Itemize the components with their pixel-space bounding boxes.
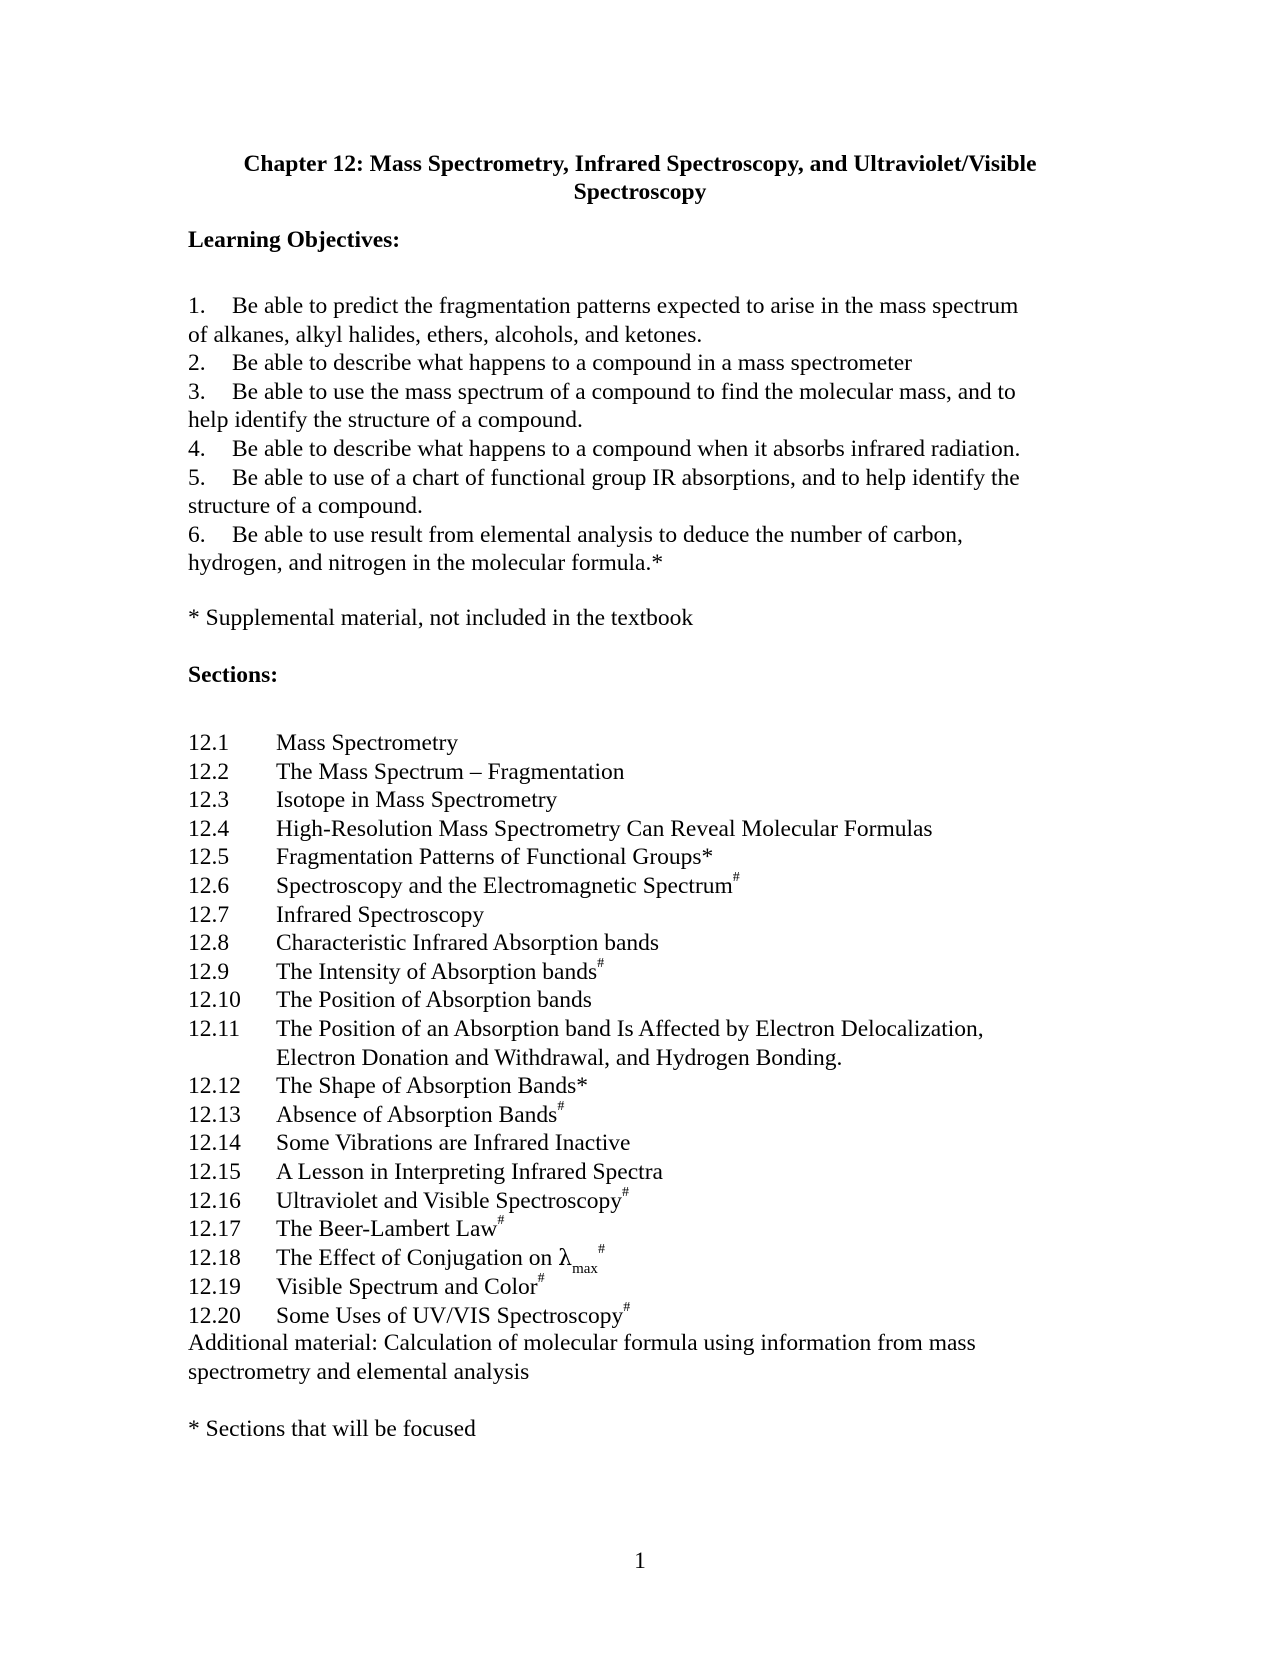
section-row [188,1302,1088,1331]
section-mark: # [623,1300,631,1316]
chapter-title [180,150,1100,206]
learning-objectives-heading: Learning Objectives: [188,227,401,253]
objective-item [188,521,1088,578]
section-number: 12.4 [188,815,230,842]
section-mark: # [597,1241,605,1257]
section-row [188,786,1088,815]
section-title: Infrared Spectroscopy [276,901,485,928]
sections-heading: Sections: [188,662,279,688]
objective-item [188,292,1088,349]
section-title: A Lesson in Interpreting Infrared Spectra [276,1158,663,1185]
section-row [188,1015,1088,1072]
section-number: 12.3 [188,787,230,814]
sections-list [188,729,1088,1330]
section-number: 12.8 [188,930,230,957]
section-row [188,758,1088,787]
section-number: 12.13 [188,1101,241,1128]
objective-text: Be able to use of a chart of functional group IR absorptions, and to help identify the [232,464,1020,491]
objective-item [188,349,1088,378]
section-number: 12.18 [188,1244,241,1271]
section-row [188,1098,1088,1130]
section-title: The Beer-Lambert Law [276,1216,498,1243]
section-number: 12.2 [188,758,230,785]
section-mark: # [732,870,740,886]
page-number: 1 [634,1548,646,1574]
objective-text: Be able to use result from elemental analysis to deduce the number of carbon, [232,521,963,548]
section-title: Characteristic Infrared Absorption bands [276,930,660,957]
objective-number: 1. [188,293,206,319]
section-row [188,843,1088,872]
objective-item [188,378,1088,435]
focus-note: * Sections that will be focused [188,1416,476,1442]
section-title: The Position of Absorption bands [276,987,592,1014]
section-title: The Intensity of Absorption bands [276,958,598,985]
objective-number: 3. [188,378,206,405]
objective-item [188,435,1088,464]
section-row [188,1129,1088,1158]
objective-number: 6. [188,521,206,548]
section-row [188,815,1088,844]
section-title: Fragmentation Patterns of Functional Groups* [276,844,714,871]
additional-material-line-1: Additional material: Calculation of molecular formula using information from mass [188,1330,976,1356]
objective-text: Be able to use the mass spectrum of a compound to find the molecular mass, and to [232,378,1016,405]
section-mark: # [597,955,605,971]
section-row [188,901,1088,930]
section-mark: # [557,1098,565,1114]
section-number: 12.10 [188,987,241,1014]
section-title: Ultraviolet and Visible Spectroscopy [276,1187,623,1214]
section-number: 12.14 [188,1130,241,1157]
section-row [188,1158,1088,1187]
section-row [188,1241,1088,1278]
learning-objectives-list [188,292,1088,578]
section-title-continued: Electron Donation and Withdrawal, and Hydrogen Bonding. [276,1044,843,1071]
section-mark: # [497,1213,505,1229]
section-title: High-Resolution Mass Spectrometry Can Reveal Molecular Formulas [276,815,933,842]
section-title: Mass Spectrometry [276,730,459,756]
objective-number: 5. [188,464,206,491]
section-number: 12.19 [188,1274,241,1301]
chapter-title-line-1: Chapter 12: Mass Spectrometry, Infrared Spectroscopy, and Ultraviolet/Visible [243,151,1037,177]
objective-number: 4. [188,435,206,462]
section-title: The Mass Spectrum – Fragmentation [276,758,625,785]
section-number: 12.20 [188,1302,241,1329]
section-row [188,1184,1088,1216]
additional-material-line-2: spectrometry and elemental analysis [188,1358,530,1385]
objective-text: Be able to describe what happens to a compound in a mass spectrometer [232,350,912,377]
section-title: Some Uses of UV/VIS Spectroscopy [276,1302,624,1329]
objective-text-continued: hydrogen, and nitrogen in the molecular formula.* [188,550,664,577]
objective-text-continued: of alkanes, alkyl halides, ethers, alcohols, and ketones. [188,321,703,348]
objective-text: Be able to predict the fragmentation patterns expected to arise in the mass spectrum [232,293,1019,319]
section-title: Some Vibrations are Infrared Inactive [276,1130,631,1157]
section-number: 12.15 [188,1158,241,1185]
section-row [188,929,1088,958]
supplemental-footnote: * Supplemental material, not included in the textbook [188,605,694,631]
section-number: 12.16 [188,1187,241,1214]
section-row [188,1072,1088,1101]
section-row [188,1273,1088,1302]
section-title: Isotope in Mass Spectrometry [276,787,558,814]
section-number: 12.1 [188,730,230,756]
lambda-subscript: max [572,1261,598,1278]
section-title: The Effect of Conjugation on [276,1244,559,1271]
section-number: 12.9 [188,958,230,985]
section-title: Spectroscopy and the Electromagnetic Spectrum [276,872,733,899]
section-number: 12.12 [188,1073,241,1100]
section-number: 12.6 [188,872,230,899]
chapter-title-line-2: Spectroscopy [573,179,707,205]
section-title: The Shape of Absorption Bands* [276,1073,588,1100]
section-row [188,729,1088,758]
section-number: 12.5 [188,844,230,871]
section-row [188,986,1088,1015]
section-mark: # [622,1184,630,1200]
objective-text-continued: structure of a compound. [188,493,423,520]
objective-number: 2. [188,350,206,377]
additional-material [188,1329,1088,1386]
objective-text-continued: help identify the structure of a compound. [188,407,583,434]
objective-text: Be able to describe what happens to a compound when it absorbs infrared radiation. [232,435,1021,462]
section-mark: # [537,1271,545,1287]
section-title: Absence of Absorption Bands [276,1101,558,1128]
lambda-symbol: λ [558,1245,573,1271]
section-title: Visible Spectrum and Color [276,1274,538,1301]
section-title: The Position of an Absorption band Is Affected by Electron Delocalization, [276,1015,984,1042]
section-row [188,872,1088,901]
objective-item [188,464,1088,521]
section-number: 12.11 [188,1015,241,1042]
section-row [188,1215,1088,1244]
section-row [188,955,1088,987]
section-number: 12.7 [188,901,230,928]
section-number: 12.17 [188,1216,241,1243]
